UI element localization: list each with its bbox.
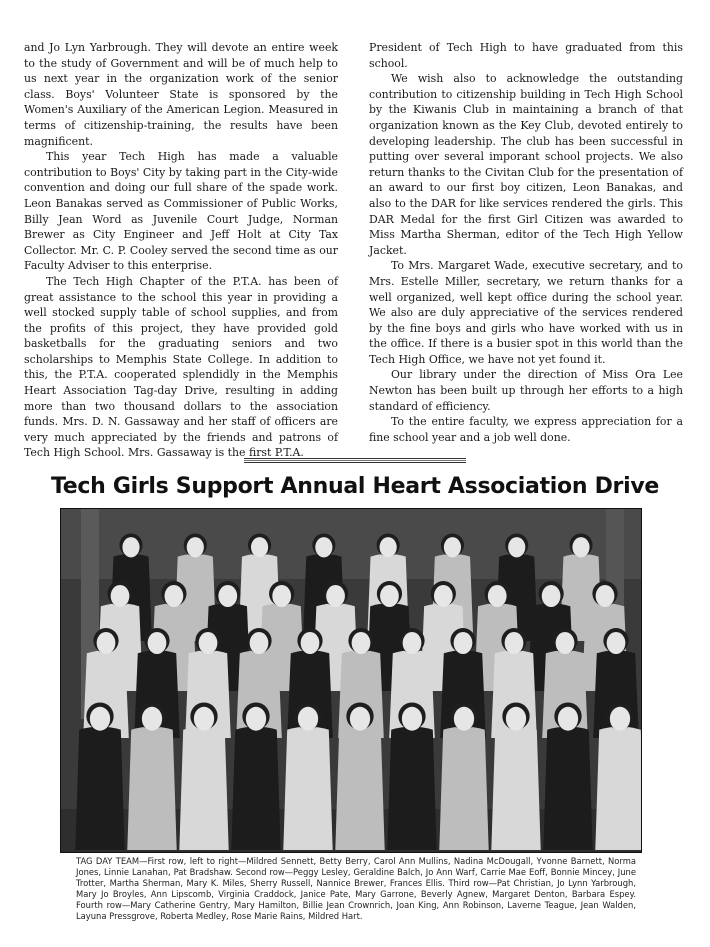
person-body (283, 727, 332, 850)
person-body (543, 727, 592, 850)
person-face (403, 632, 422, 654)
person-face (352, 632, 371, 654)
person-body (335, 727, 384, 850)
person-face (434, 585, 453, 607)
person-body (127, 727, 176, 850)
paragraph: To the entire faculty, we express appreciation for a fine school year and a job well done. (369, 415, 683, 444)
paragraph: To Mrs. Margaret Wade, executive secretary, and to Mrs. Estelle Miller, secretary, we return thanks for a well organized, well kept office during the school year. We also are duly appreciative of the services rendered by the fine boys and girls who have worked with us in the office. If there is a busier spot in this world than the Tech High Office, we have not yet found it. (369, 259, 683, 366)
person-body (231, 727, 280, 850)
person-face (250, 632, 269, 654)
person-face (90, 707, 110, 731)
person-face (607, 632, 626, 654)
person-face (194, 707, 214, 731)
person-face (506, 707, 526, 731)
person-face (454, 632, 473, 654)
person-face (444, 537, 461, 557)
paragraph: Our library under the direction of Miss Ora Lee Newton has been built up through her efforts to a high standard of efficiency. (369, 368, 683, 413)
group-photo (60, 508, 642, 853)
right-text-column (369, 40, 683, 445)
person-face (301, 632, 320, 654)
person-face (558, 707, 578, 731)
paragraph: This year Tech High has made a valuable contribution to Boys' City by taking part in the City-wide convention and doing our full share of the spade work. Leon Banakas served as Commissioner of Public Works, Billy Jean Word as Juvenile Court Judge, Norman Brewer as City Engineer and Jeff Holt at City Tax Collector. Mr. C. P. Cooley served the second time as our Faculty Adviser to this enterprise. (24, 150, 338, 273)
person-body (179, 727, 228, 850)
person-face (610, 707, 630, 731)
person-face (298, 707, 318, 731)
paragraph: President of Tech High to have graduated from this school. (369, 41, 683, 70)
person-face (488, 585, 507, 607)
person-face (556, 632, 575, 654)
photo-headline: Tech Girls Support Annual Heart Association Drive (51, 474, 659, 499)
person-face (148, 632, 167, 654)
person-body (595, 727, 642, 850)
person-face (380, 585, 399, 607)
person-face (508, 537, 525, 557)
person-face (315, 537, 332, 557)
person-face (454, 707, 474, 731)
group-photo-illustration (61, 509, 642, 853)
decorative-divider (244, 458, 466, 463)
person-face (111, 585, 130, 607)
left-text-column (24, 40, 338, 461)
person-face (97, 632, 116, 654)
person-face (326, 585, 345, 607)
person-face (542, 585, 561, 607)
person-face (187, 537, 204, 557)
person-face (165, 585, 184, 607)
paragraph: We wish also to acknowledge the outstanding contribution to citizenship building in Tech High School by the Kiwanis Club in maintaining a branch of that organization known as the Key Club, devoted entirely to developing leadership. The club has been successful in putting over several imporant school projects. We also return thanks to the Civitan Club for the presentation of an award to our first boy citizen, Leon Banakas, and also to the DAR for like services rendered the girls. This DAR Medal for the first Girl Citizen was awarded to Miss Martha Sherman, editor of the Tech High Yellow Jacket. (369, 72, 683, 257)
person-face (122, 537, 139, 557)
person-face (251, 537, 268, 557)
person-face (572, 537, 589, 557)
person-face (199, 632, 218, 654)
person-face (142, 707, 162, 731)
paragraph: and Jo Lyn Yarbrough. They will devote an entire week to the study of Government and will be of much help to us next year in the organization work of the senior class. Boys' Volunteer State is sponsored by the Women's Auxiliary of the American Legion. Measured in terms of citizenship-training, the results have been magnificent. (24, 41, 338, 148)
photo-caption: TAG DAY TEAM—First row, left to right—Mildred Sennett, Betty Berry, Carol Ann Mullins, Nadina McDougall, Yvonne Barnett, Norma Jones, Linnie Lanahan, Pat Bradshaw. Second row—Peggy Lesley, Geraldine Balch, Jo Ann Warf, Carrie Mae Eoff, Bonnie Mincey, June Trotter, Martha Sherman, Mary K. Miles, Sherry Russell, Nannice Brewer, Frances Ellis. Third row—Pat Christian, Jo Lynn Yarbrough, Mary Jo Broyles, Ann Lipscomb, Virginia Craddock, Janice Pate, Mary Garrone, Beverly Agnew, Margaret Denton, Barbara Espey. Fourth row—Mary Catherine Gentry, Mary Hamilton, Billie Jean Crownrich, Joan King, Ann Robinson, Laverne Teague, Jean Walden, Layuna Pressgrove, Roberta Medley, Rose Marie Rains, Mildred Hart. (76, 856, 636, 921)
person-face (505, 632, 524, 654)
person-body (439, 727, 488, 850)
person-face (402, 707, 422, 731)
person-face (246, 707, 266, 731)
person-face (380, 537, 397, 557)
person-body (491, 727, 540, 850)
person-face (350, 707, 370, 731)
paragraph: The Tech High Chapter of the P.T.A. has been of great assistance to the school this year in providing a well stocked supply table of school supplies, and from the profits of this project, they have provided gold basketballs for the graduating seniors and two scholarships to Memphis State College. In addition to this, the P.T.A. cooperated splendidly in the Memphis Heart Association Tag-day Drive, resulting in adding more than two thousand dollars to the association funds. Mrs. D. N. Gassaway and her staff of officers are very much appreciated by the friends and patrons of Tech High School. Mrs. Gassaway is the first P.T.A. (24, 274, 338, 460)
person-body (75, 727, 124, 850)
person-face (596, 585, 615, 607)
person-face (218, 585, 237, 607)
person-face (272, 585, 291, 607)
person-body (387, 727, 436, 850)
